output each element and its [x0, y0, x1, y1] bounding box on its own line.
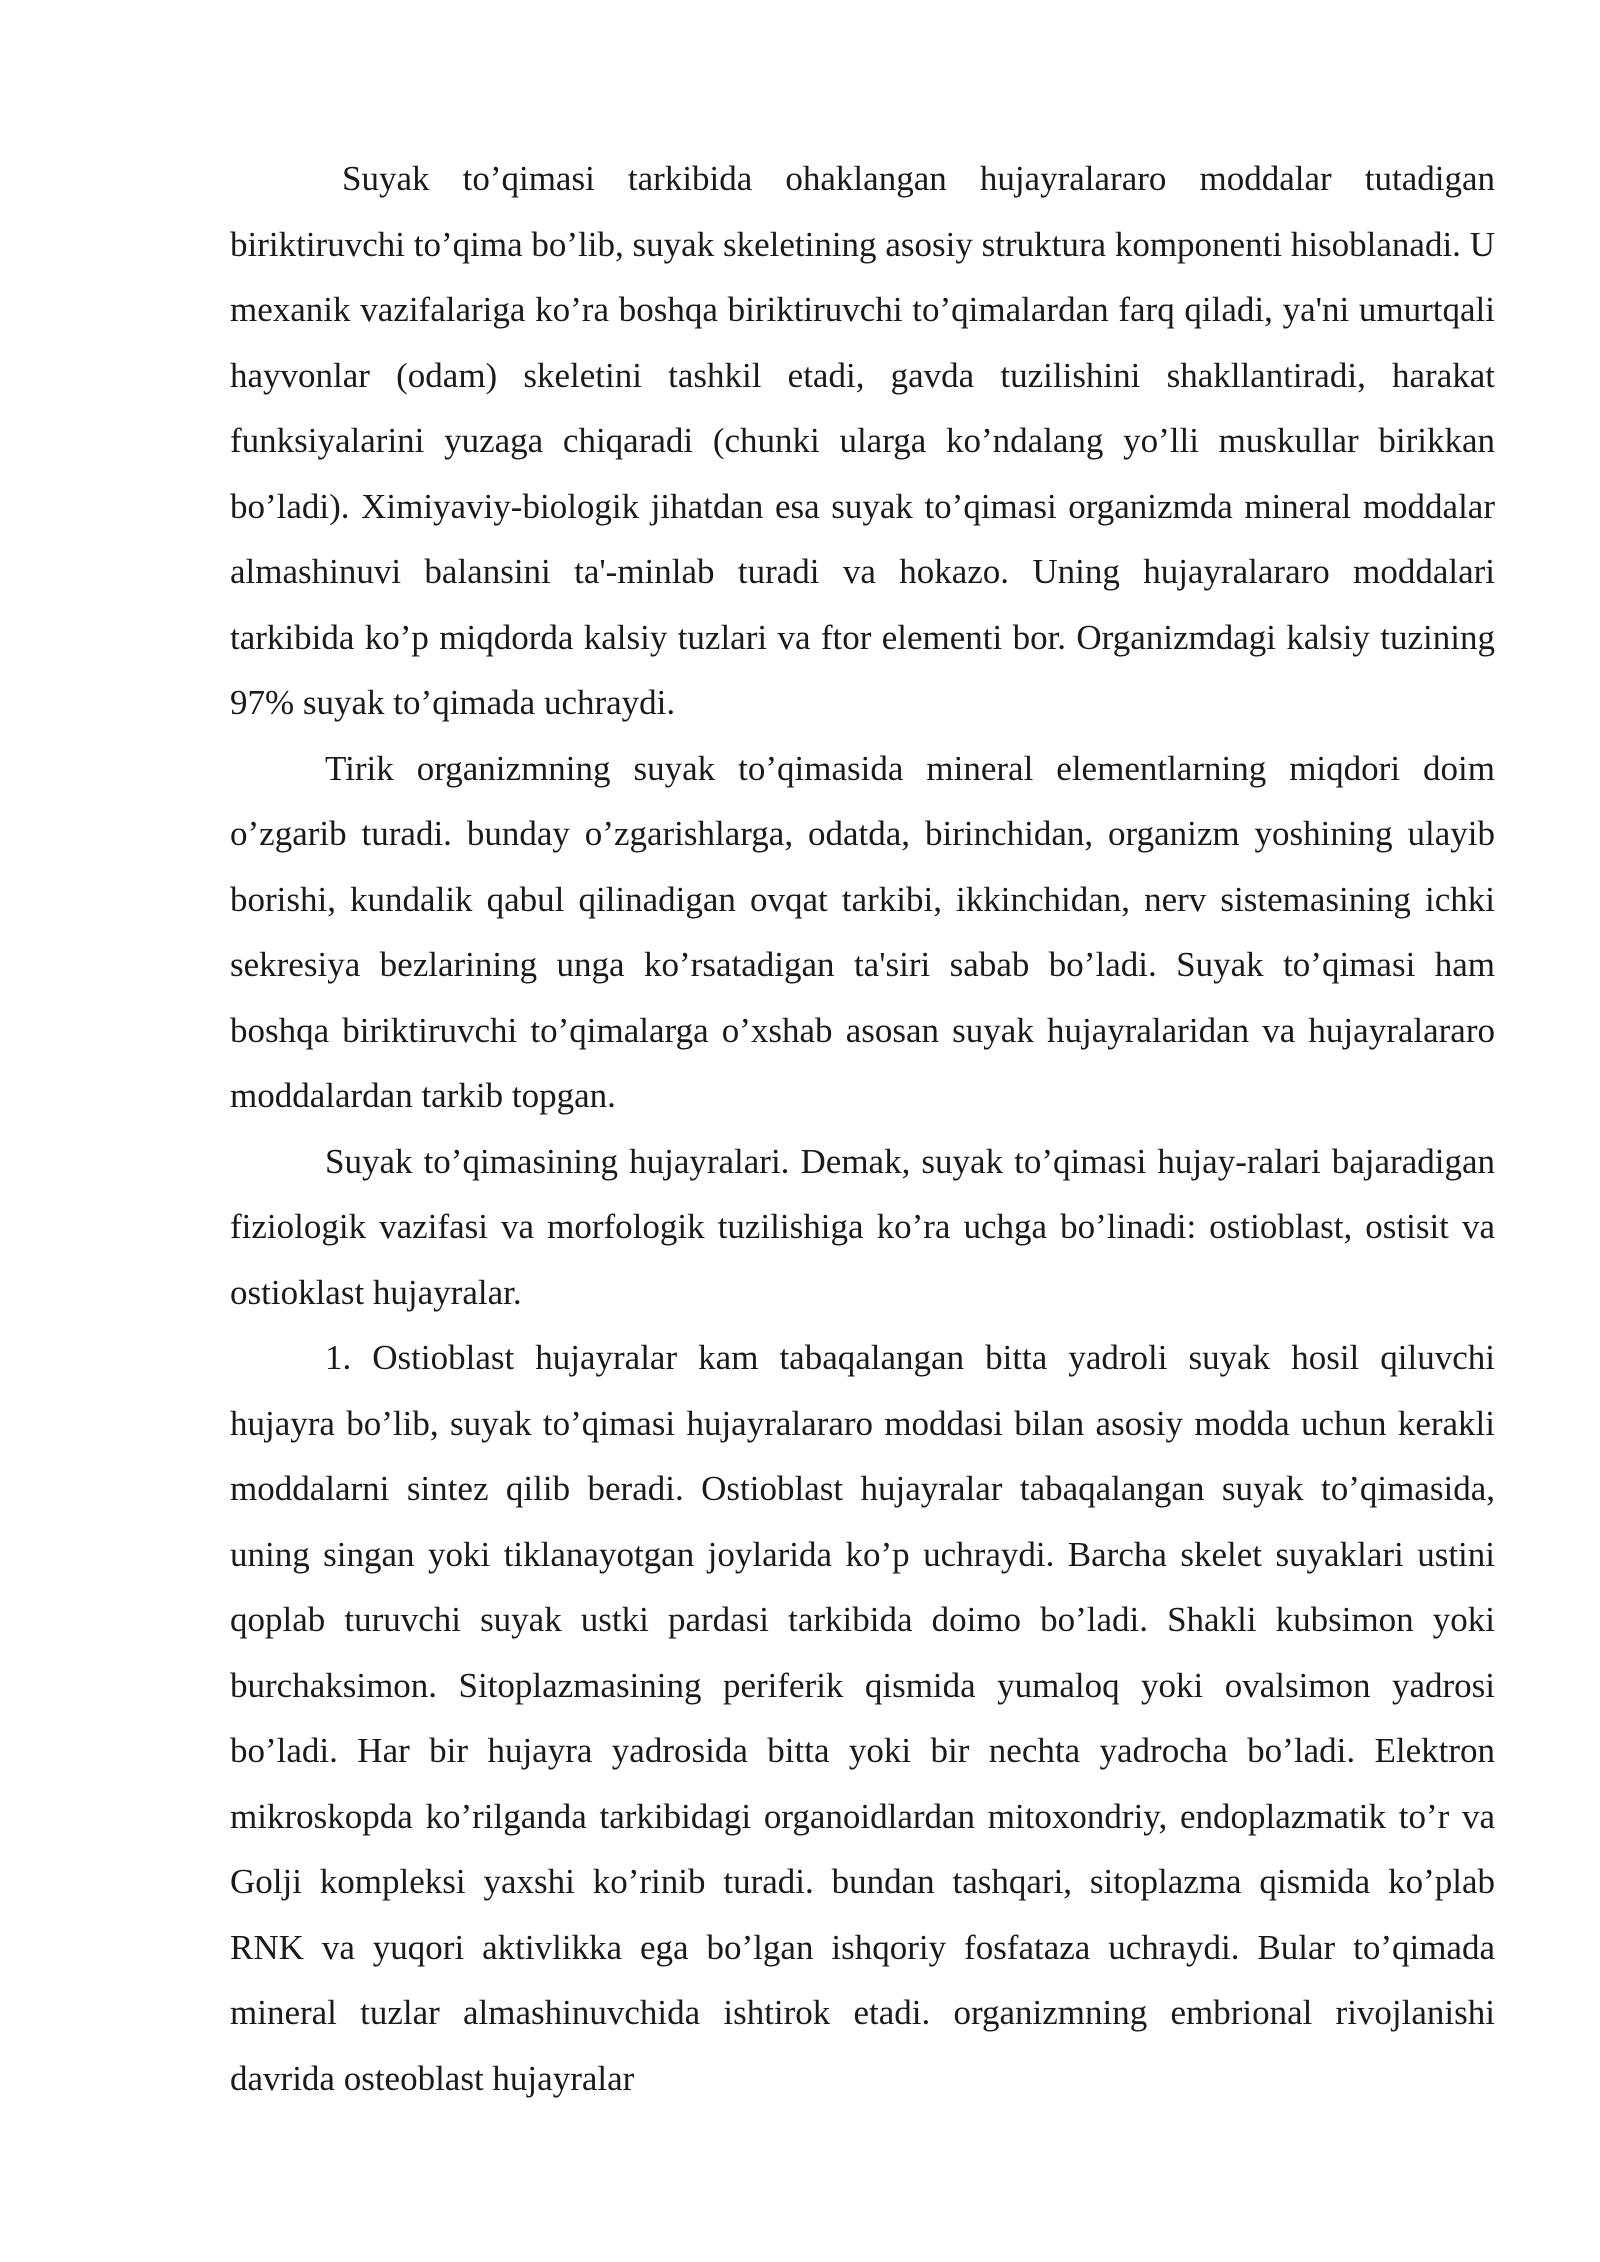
paragraph-mineral-content: Tirik organizmning suyak to’qimasida mineral elementlarning miqdori doim o’zgarib turadi. bunday o’zgarishlarga, odatda, birinchidan, organizm yoshining ulayib borishi, kundalik qabul qilinadigan ovqat tarkibi, ikkinchidan, nerv sistemasining ichki sekresiya bezlarining unga ko’rsatadigan ta'siri sabab bo’ladi. Suyak to’qimasi ham boshqa biriktiruvchi to’qimalarga o’xshab asosan suyak hujayralaridan va hujayralararo moddalardan tarkib topgan. [230, 748, 1495, 1115]
paragraph-bone-cells: Suyak to’qimasining hujayralari. Demak, suyak to’qimasi hujay-ralari bajaradigan fiziologik vazifasi va morfologik tuzilishiga ko’ra uchga bo’linadi: ostioblast, ostisit va ostioklast hujayralar. [230, 1141, 1495, 1312]
document-body [230, 146, 1495, 2111]
paragraph-bone-tissue-intro: Suyak to’qimasi tarkibida ohaklangan hujayralararo moddalar tutadigan biriktiruvchi to’qima bo’lib, suyak skeletining asosiy struktura komponenti hisoblanadi. U mexanik vazifalariga ko’ra boshqa biriktiruvchi to’qimalardan farq qiladi, ya'ni umurtqali hayvonlar (odam) skeletini tashkil etadi, gavda tuzilishini shakllantiradi, harakat funksiyalarini yuzaga chiqaradi (chunki ularga ko’ndalang yo’lli muskullar birikkan bo’ladi). Ximiyaviy-biologik jihatdan esa suyak to’qimasi organizmda mineral moddalar almashinuvi balansini ta'-minlab turadi va hokazo. Uning hujayralararo moddalari tarkibida ko’p miqdorda kalsiy tuzlari va ftor elementi bor. Organizmdagi kalsiy tuzining 97% suyak to’qimada uchraydi. [230, 159, 1495, 722]
paragraph-osteoblast: 1. Ostioblast hujayralar kam tabaqalangan bitta yadroli suyak hosil qiluvchi hujayra bo’lib, suyak to’qimasi hujayralararo moddasi bilan asosiy modda uchun kerakli moddalarni sintez qilib beradi. Ostioblast hujayralar tabaqalangan suyak to’qimasida, uning singan yoki tiklanayotgan joylarida ko’p uchraydi. Barcha skelet suyaklari ustini qoplab turuvchi suyak ustki pardasi tarkibida doimo bo’ladi. Shakli kubsimon yoki burchaksimon. Sitoplazmasining periferik qismida yumaloq yoki ovalsimon yadrosi bo’ladi. Har bir hujayra yadrosida bitta yoki bir nechta yadrocha bo’ladi. Elektron mikroskopda ko’rilganda tarkibidagi organoidlardan mitoxondriy, endoplazmatik to’r va Golji kompleksi yaxshi ko’rinib turadi. bundan tashqari, sitoplazma qismida ko’plab RNK va yuqori aktivlikka ega bo’lgan ishqoriy fosfataza uchraydi. Bular to’qimada mineral tuzlar almashinuvchida ishtirok etadi. organizmning embrional rivojlanishi davrida osteoblast hujayralar [230, 1338, 1495, 2098]
